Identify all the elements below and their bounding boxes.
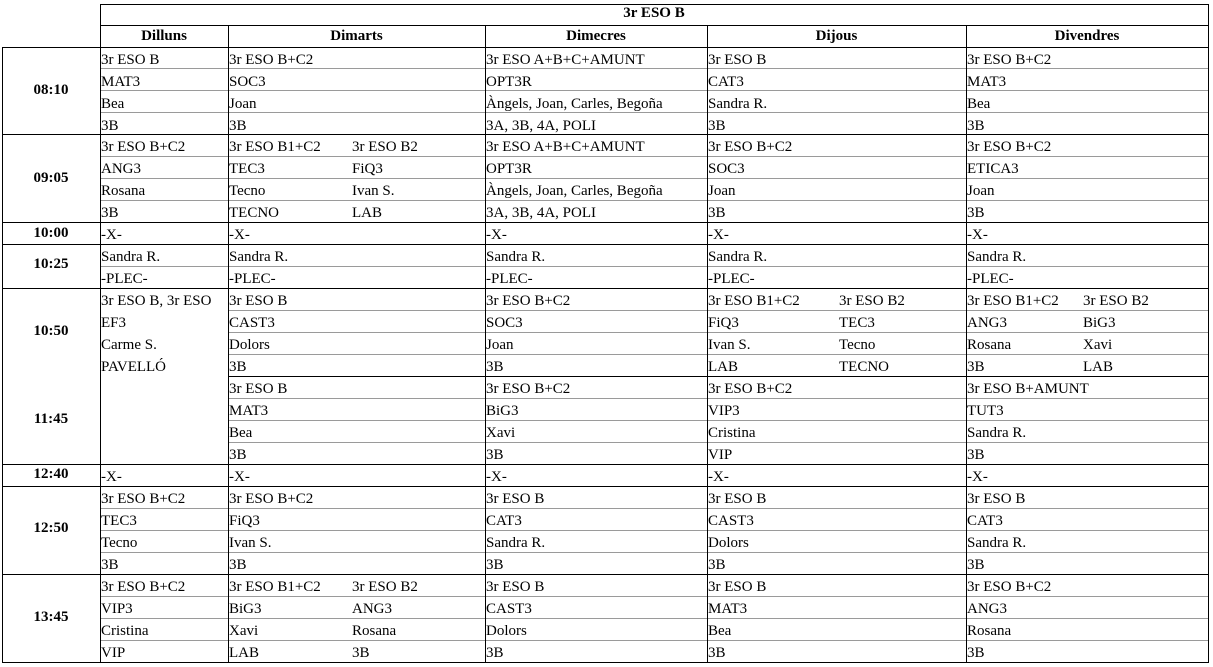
grid-line [2, 47, 1208, 48]
grid-line [228, 25, 229, 663]
class-cell: 3r ESO B CAT3 Sandra R. 3B [708, 52, 768, 134]
day-header-dilluns: Dilluns [141, 28, 187, 44]
day-header-divendres: Divendres [1054, 28, 1120, 44]
class-cell: 3r ESO B+C2 TEC3 Tecno 3B [101, 491, 186, 573]
duty-cell: Sandra R. -PLEC- [229, 249, 289, 287]
grid-line [228, 310, 1208, 311]
grid-line [707, 25, 708, 663]
class-cell: 3r ESO B2 ANG3 Rosana 3B [352, 579, 418, 661]
day-header-dimecres: Dimecres [566, 28, 626, 44]
class-cell: 3r ESO B+C2 FiQ3 Ivan S. 3B [229, 491, 314, 573]
break-cell: -X- [708, 469, 729, 485]
class-cell: 3r ESO B+C2 SOC3 Joan 3B [708, 139, 793, 221]
break-cell: -X- [101, 469, 122, 485]
grid-line [100, 530, 1208, 531]
class-cell: 3r ESO B+C2 ETICA3 Joan 3B [967, 139, 1052, 221]
grid-line [100, 112, 1208, 113]
grid-line [228, 420, 1208, 421]
break-cell: -X- [101, 227, 122, 243]
class-cell: 3r ESO B+C2 VIP3 Cristina VIP [708, 381, 793, 463]
day-header-dimarts: Dimarts [330, 28, 383, 44]
grid-line [228, 398, 1208, 399]
grid-line [100, 156, 1208, 157]
grid-line [100, 552, 1208, 553]
break-cell: -X- [229, 469, 250, 485]
grid-line [1208, 4, 1209, 663]
grid-line [100, 25, 1208, 26]
day-header-dijous: Dijous [815, 28, 858, 44]
class-cell: 3r ESO B1+C2 FiQ3 Ivan S. LAB [708, 293, 800, 375]
grid-line [228, 354, 1208, 355]
grid-line [2, 244, 1208, 245]
time-slot-1050: 10:50 [33, 323, 69, 339]
break-cell: -X- [486, 469, 507, 485]
time-slot-1000: 10:00 [33, 225, 69, 241]
grid-line [100, 4, 1208, 5]
time-slot-1240: 12:40 [33, 466, 69, 482]
grid-line [100, 200, 1208, 201]
class-cell: 3r ESO B MAT3 Bea 3B [708, 579, 767, 661]
break-cell: -X- [967, 469, 988, 485]
grid-line [100, 640, 1208, 641]
class-cell: 3r ESO B+C2 ANG3 Rosana 3B [967, 579, 1052, 661]
break-cell: -X- [967, 227, 988, 243]
grid-line [100, 178, 1208, 179]
class-cell: 3r ESO B, 3r ESO EF3 Carme S. PAVELLÓ [101, 293, 212, 375]
grid-line [100, 618, 1208, 619]
class-cell: 3r ESO B+AMUNT TUT3 Sandra R. 3B [967, 381, 1089, 463]
class-cell: 3r ESO B CAST3 Dolors 3B [708, 491, 767, 573]
grid-line [100, 4, 101, 663]
class-cell: 3r ESO B2 BiG3 Xavi LAB [1083, 293, 1149, 375]
grid-line [2, 47, 3, 663]
time-slot-0905: 09:05 [33, 170, 69, 186]
grid-line [2, 222, 1208, 223]
grid-line [2, 134, 1208, 135]
class-cell: 3r ESO B+C2 ANG3 Rosana 3B [101, 139, 186, 221]
class-cell: 3r ESO B+C2 VIP3 Cristina VIP [101, 579, 186, 661]
duty-cell: Sandra R. -PLEC- [708, 249, 768, 287]
grid-line [228, 332, 1208, 333]
grid-line [228, 442, 1208, 443]
timetable-title: 3r ESO B [623, 5, 685, 21]
grid-line [2, 464, 1208, 465]
grid-line [228, 376, 1208, 377]
break-cell: -X- [708, 227, 729, 243]
class-cell: 3r ESO B+C2 BiG3 Xavi 3B [486, 381, 571, 463]
duty-cell: Sandra R. -PLEC- [101, 249, 161, 287]
time-slot-0810: 08:10 [33, 82, 69, 98]
class-cell: 3r ESO B CAT3 Sandra R. 3B [486, 491, 546, 573]
grid-line [100, 90, 1208, 91]
class-cell: 3r ESO B MAT3 Bea 3B [101, 52, 160, 134]
grid-line [2, 662, 1208, 663]
class-cell: 3r ESO B CAST3 Dolors 3B [486, 579, 545, 661]
break-cell: -X- [486, 227, 507, 243]
grid-line [2, 288, 1208, 289]
class-cell: 3r ESO B1+C2 TEC3 Tecno TECNO [229, 139, 321, 221]
grid-line [485, 25, 486, 663]
grid-line [100, 266, 1208, 267]
grid-line [966, 25, 967, 663]
class-cell: 3r ESO B CAST3 Dolors 3B [229, 293, 288, 375]
time-slot-1345: 13:45 [33, 609, 69, 625]
class-cell: 3r ESO B MAT3 Bea 3B [229, 381, 288, 463]
time-slot-1145: 11:45 [33, 411, 69, 427]
class-cell: 3r ESO B CAT3 Sandra R. 3B [967, 491, 1027, 573]
class-cell: 3r ESO A+B+C+AMUNT OPT3R Àngels, Joan, Carles, Begoña 3A, 3B, 4A, POLI [486, 52, 663, 134]
class-cell: 3r ESO B+C2 SOC3 Joan 3B [486, 293, 571, 375]
duty-cell: Sandra R. -PLEC- [967, 249, 1027, 287]
grid-line [100, 596, 1208, 597]
time-slot-1025: 10:25 [33, 256, 69, 272]
class-cell: 3r ESO A+B+C+AMUNT OPT3R Àngels, Joan, Carles, Begoña 3A, 3B, 4A, POLI [486, 139, 663, 221]
grid-line [2, 574, 1208, 575]
class-cell: 3r ESO B1+C2 ANG3 Rosana 3B [967, 293, 1059, 375]
time-slot-1250: 12:50 [33, 520, 69, 536]
break-cell: -X- [229, 227, 250, 243]
class-cell: 3r ESO B2 FiQ3 Ivan S. LAB [352, 139, 418, 221]
duty-cell: Sandra R. -PLEC- [486, 249, 546, 287]
class-cell: 3r ESO B2 TEC3 Tecno TECNO [839, 293, 905, 375]
class-cell: 3r ESO B+C2 MAT3 Bea 3B [967, 52, 1052, 134]
grid-line [100, 68, 1208, 69]
grid-line [2, 486, 1208, 487]
grid-line [100, 508, 1208, 509]
class-cell: 3r ESO B1+C2 BiG3 Xavi LAB [229, 579, 321, 661]
class-cell: 3r ESO B+C2 SOC3 Joan 3B [229, 52, 314, 134]
